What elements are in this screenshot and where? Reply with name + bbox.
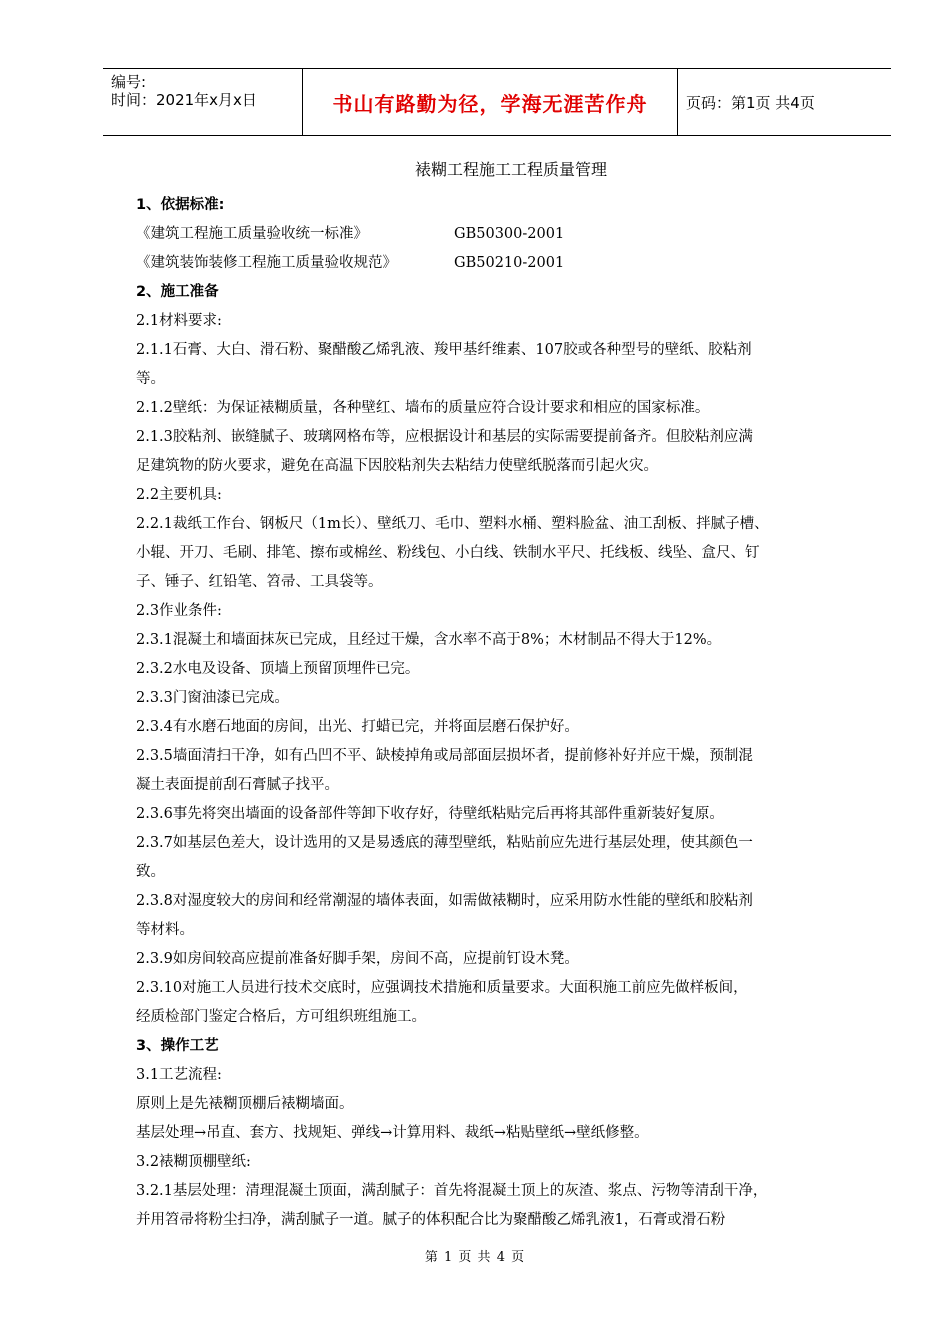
document-title: 裱糊工程施工工程质量管理 (414, 160, 607, 179)
header-page-code: 页码：第1页 共4页 (686, 93, 815, 112)
standard-code: GB50300-2001 (454, 226, 565, 242)
standard-item (136, 220, 876, 249)
body-line: 等。 (136, 371, 165, 387)
section-heading-standards: 1、依据标准: (136, 197, 225, 213)
body-line: 基层处理→吊直、套方、找规矩、弹线→计算用料、裁纸→粘贴壁纸→壁纸修整。 (136, 1125, 649, 1141)
body-line: 2.1.1石膏、大白、滑石粉、聚醋酸乙烯乳液、羧甲基纤维素、107胶或各种型号的壁纸、胶粘剂 (136, 342, 752, 358)
page-footer: 第 1 页 共 4 页 (424, 1250, 526, 1265)
body-line: 并用笤帚将粉尘扫净，满刮腻子一道。腻子的体积配合比为聚醋酸乙烯乳液1，石膏或滑石粉 (136, 1212, 726, 1228)
body-line: 小辊、开刀、毛刷、排笔、擦布或棉丝、粉线包、小白线、铁制水平尺、托线板、线坠、盒尺、钉 (136, 545, 760, 561)
body-line: 2.3.4有水磨石地面的房间，出光、打蜡已完，并将面层磨石保护好。 (136, 719, 579, 735)
body-line: 2.1.2壁纸：为保证裱糊质量，各种壁红、墙布的质量应符合设计要求和相应的国家标准。 (136, 400, 710, 416)
body-line: 致。 (136, 864, 165, 880)
body-line: 凝土表面提前刮石膏腻子找平。 (136, 777, 339, 793)
body-line: 2.3.1混凝土和墙面抹灰已完成，且经过干燥，含水率不高于8%；木材制品不得大于12%。 (136, 632, 722, 648)
body-line: 2.3.5墙面清扫干净，如有凸凹不平、缺棱掉角或局部面层损坏者，提前修补好并应干燥，预制混 (136, 748, 753, 764)
header-meta (103, 69, 303, 135)
document-date: 时间：2021年x月x日 (111, 91, 257, 109)
standard-code: GB50210-2001 (454, 255, 565, 271)
body-line: 2.2.1裁纸工作台、钢板尺（1m长）、壁纸刀、毛巾、塑料水桶、塑料脸盆、油工刮板、拌腻子槽、 (136, 516, 769, 532)
body-line: 3.2.1基层处理：清理混凝土顶面，满刮腻子：首先将混凝土顶上的灰渣、浆点、污物等清刮干净， (136, 1183, 768, 1199)
body-line: 2.3.6事先将突出墙面的设备部件等卸下收存好，待壁纸粘贴完后再将其部件重新装好复原。 (136, 806, 724, 822)
body-line: 足建筑物的防火要求，避免在高温下因胶粘剂失去粘结力使壁纸脱落而引起火灾。 (136, 458, 658, 474)
body-line: 子、锤子、红铅笔、笤帚、工具袋等。 (136, 574, 383, 590)
body-line: 原则上是先裱糊顶棚后裱糊墙面。 (136, 1096, 354, 1112)
body-line: 2.3.2水电及设备、顶墙上预留顶埋件已完。 (136, 661, 420, 677)
section-heading-operation: 3、操作工艺 (136, 1038, 219, 1054)
body-line: 2.1材料要求: (136, 313, 222, 329)
body-line: 经质检部门鉴定合格后，方可组织班组施工。 (136, 1009, 426, 1025)
body-line: 2.3.3门窗油漆已完成。 (136, 690, 289, 706)
document-body (136, 157, 876, 1235)
body-line: 2.3.7如基层色差大，设计选用的又是易透底的薄型壁纸，粘贴前应先进行基层处理，使其颜色一 (136, 835, 753, 851)
body-line: 3.2裱糊顶棚壁纸: (136, 1154, 251, 1170)
standard-name: 《建筑工程施工质量验收统一标准》 (136, 226, 368, 242)
body-line: 2.3.9如房间较高应提前准备好脚手架，房间不高，应提前钉设木凳。 (136, 951, 579, 967)
body-line: 3.1工艺流程: (136, 1067, 222, 1083)
body-line: 2.3.8对湿度较大的房间和经常潮湿的墙体表面，如需做裱糊时，应采用防水性能的壁纸和胶粘剂 (136, 893, 753, 909)
body-line: 2.2主要机具: (136, 487, 222, 503)
document-number-label: 编号: (111, 73, 147, 91)
page-header (103, 68, 891, 136)
section-heading-preparation: 2、施工准备 (136, 284, 219, 300)
body-line: 等材料。 (136, 922, 194, 938)
body-line: 2.3.10对施工人员进行技术交底时，应强调技术措施和质量要求。大面积施工前应先做样板间， (136, 980, 748, 996)
header-motto: 书山有路勤为径，学海无涯苦作舟 (303, 69, 678, 135)
body-line: 2.1.3胶粘剂、嵌缝腻子、玻璃网格布等，应根据设计和基层的实际需要提前备齐。但胶粘剂应满 (136, 429, 753, 445)
standard-name: 《建筑装饰装修工程施工质量验收规范》 (136, 255, 397, 271)
standard-item (136, 249, 876, 278)
body-line: 2.3作业条件: (136, 603, 222, 619)
